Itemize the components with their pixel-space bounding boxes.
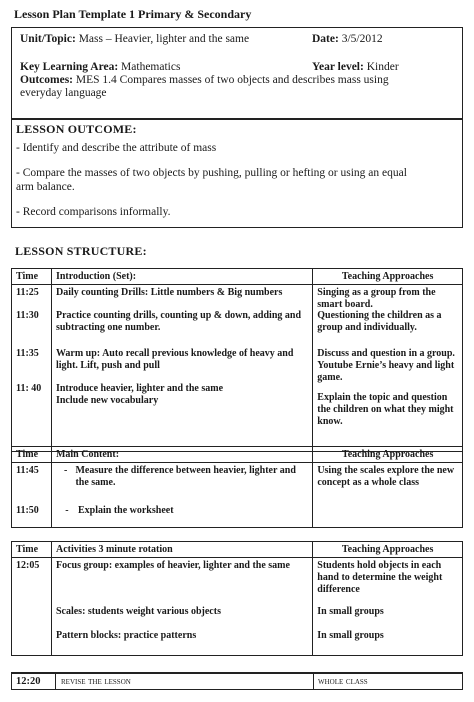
column-divider	[55, 674, 56, 689]
time-cell	[12, 558, 52, 656]
revise-approach: whole class	[318, 676, 368, 687]
lesson-outcome-heading: LESSON OUTCOME:	[16, 122, 137, 136]
content-cell	[51, 285, 312, 452]
approach-value: Questioning the children as a group and individually.	[317, 310, 442, 333]
lesson-structure-heading: LESSON STRUCTURE:	[15, 244, 147, 258]
content-item	[56, 465, 308, 505]
revise-time: 12:20	[16, 676, 41, 687]
col-approach: Teaching Approaches	[313, 447, 463, 463]
revise-row	[11, 672, 463, 690]
table-header-row	[12, 269, 463, 285]
table-row	[12, 558, 463, 656]
approach-value: Using the scales explore the new concept as a whole class	[317, 465, 455, 488]
document-title: Lesson Plan Template 1 Primary & Secondary	[14, 7, 252, 21]
date-label: Date:	[312, 33, 339, 45]
introduction-table	[11, 268, 463, 452]
approach-value: Students hold objects in each hand to determine the weight difference	[317, 560, 443, 595]
outcome-item-continued: arm balance.	[16, 181, 75, 193]
outcome-item: - Identify and describe the attribute of mass	[16, 142, 217, 154]
col-main: Activities 3 minute rotation	[51, 542, 312, 558]
content-cell	[51, 558, 312, 656]
time-value: 12:05	[16, 560, 40, 571]
content-value: Explain the worksheet	[77, 505, 174, 516]
approach-cell	[313, 558, 463, 656]
unit-value: Mass – Heavier, lighter and the same	[78, 33, 250, 45]
col-approach: Teaching Approaches	[313, 542, 463, 558]
dash-marker: -	[65, 505, 69, 516]
time-value: 11:35	[16, 348, 39, 359]
outcomes-line2: everyday language	[20, 87, 107, 99]
content-value: Warm up: Auto recall previous knowledge of heavy and light. Lift, push and pull	[55, 348, 294, 371]
outcome-item: - Compare the masses of two objects by pushing, pulling or hefting or using an equal	[16, 167, 407, 179]
time-value: 11: 40	[16, 383, 42, 394]
approach-value: Explain the topic and question the children on what they might know.	[317, 392, 454, 427]
unit-topic	[20, 33, 249, 46]
time-cell	[12, 285, 52, 452]
header-box	[11, 27, 463, 119]
approach-value: Singing as a group from the smart board.	[317, 287, 436, 310]
table-row	[12, 463, 463, 528]
content-value: Measure the difference between heavier, lighter and the same.	[75, 465, 296, 488]
year-level	[312, 61, 399, 74]
unit-label: Unit/Topic:	[20, 33, 76, 45]
time-value: 11:30	[16, 310, 39, 321]
approach-cell	[313, 285, 463, 452]
time-value: 11:45	[16, 465, 39, 476]
revise-activity: revise the lesson	[61, 676, 131, 687]
table-row	[12, 285, 463, 452]
approach-value: In small groups	[317, 606, 384, 617]
content-item	[56, 505, 308, 517]
date-value: 3/5/2012	[341, 33, 383, 45]
col-main: Introduction (Set):	[51, 269, 312, 285]
outcomes-label: Outcomes:	[20, 74, 74, 86]
time-value: 11:25	[16, 287, 39, 298]
time-value: 11:50	[16, 505, 39, 516]
col-time: Time	[12, 542, 52, 558]
content-value: Daily counting Drills: Little numbers & Big numbers	[55, 287, 283, 298]
content-value: Pattern blocks: practice patterns	[55, 630, 197, 641]
approach-cell	[313, 463, 463, 528]
content-value: Introduce heavier, lighter and the same Include new vocabulary	[55, 383, 224, 406]
activities-table	[11, 541, 463, 656]
dash-marker: -	[64, 465, 68, 476]
date	[312, 33, 383, 46]
col-approach: Teaching Approaches	[313, 269, 463, 285]
kla-label: Key Learning Area:	[20, 61, 119, 73]
col-time: Time	[12, 447, 52, 463]
table-header-row	[12, 542, 463, 558]
outcome-item: - Record comparisons informally.	[16, 206, 171, 218]
approach-value: In small groups	[317, 630, 384, 641]
year-value: Kinder	[366, 61, 399, 73]
time-cell	[12, 463, 52, 528]
col-time: Time	[12, 269, 52, 285]
approach-value: Discuss and question in a group. Youtube Ernie’s heavy and light game.	[317, 348, 455, 383]
content-value: Focus group: examples of heavier, lighter and the same	[55, 560, 290, 571]
content-value: Practice counting drills, counting up & down, adding and subtracting one number.	[55, 310, 302, 333]
column-divider	[313, 674, 314, 689]
content-cell	[51, 463, 312, 528]
key-learning-area	[20, 61, 180, 74]
main-content-table	[11, 446, 463, 528]
kla-value: Mathematics	[121, 61, 181, 73]
content-value: Scales: students weight various objects	[55, 606, 221, 617]
outcomes-line1: MES 1.4 Compares masses of two objects and describes mass using	[75, 74, 389, 86]
lesson-outcome-box	[11, 119, 463, 228]
col-main: Main Content:	[51, 447, 312, 463]
year-label: Year level:	[312, 61, 364, 73]
table-header-row	[12, 447, 463, 463]
outcomes	[20, 74, 450, 100]
